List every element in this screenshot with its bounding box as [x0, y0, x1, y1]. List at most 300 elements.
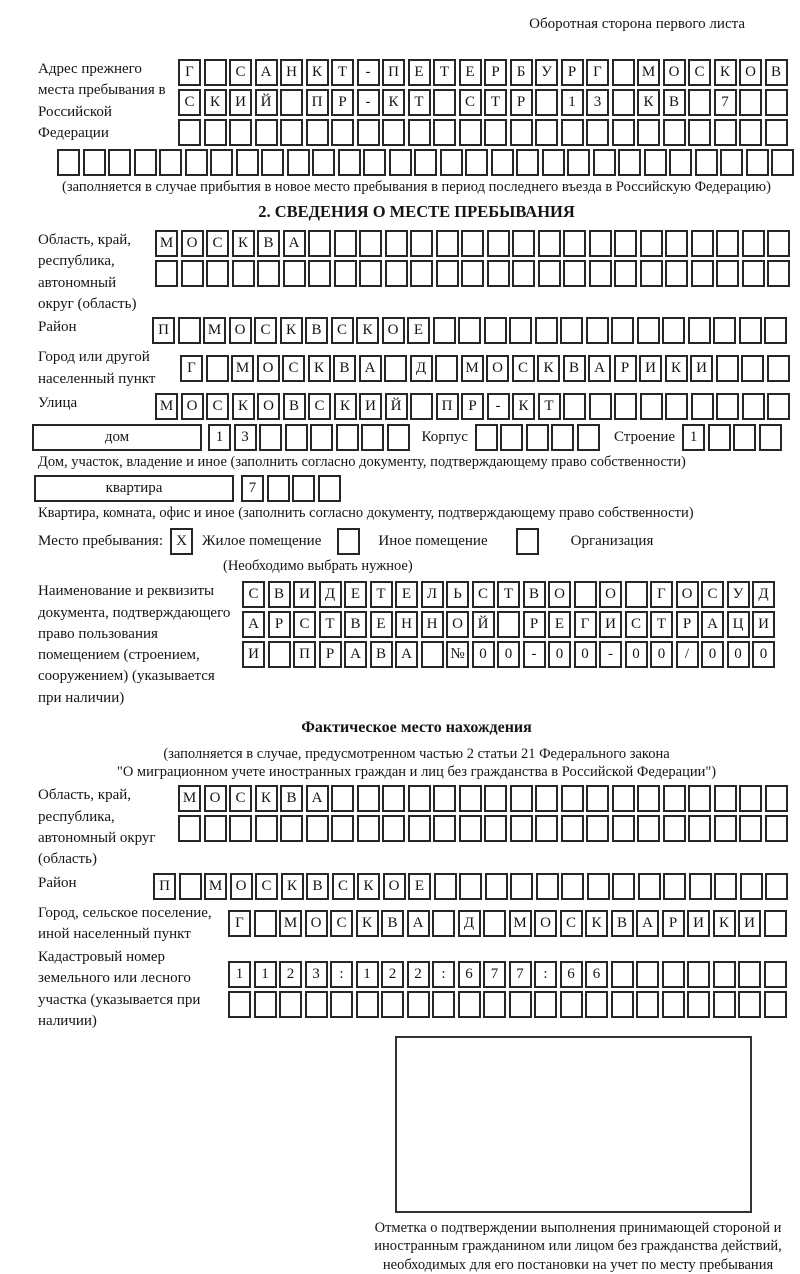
- char-cell[interactable]: Р: [510, 89, 533, 116]
- char-cell[interactable]: [691, 393, 714, 420]
- char-cell[interactable]: [509, 991, 532, 1018]
- char-cell[interactable]: В: [344, 611, 367, 638]
- char-cell[interactable]: [108, 149, 131, 176]
- char-cell[interactable]: О: [257, 393, 280, 420]
- char-cell[interactable]: Т: [538, 393, 561, 420]
- char-cell[interactable]: [716, 393, 739, 420]
- char-cell[interactable]: С: [282, 355, 305, 382]
- char-cell[interactable]: [765, 873, 788, 900]
- char-cell[interactable]: [475, 424, 498, 451]
- char-cell[interactable]: [509, 317, 532, 344]
- char-cell[interactable]: 1: [682, 424, 705, 451]
- char-cell[interactable]: [662, 991, 685, 1018]
- char-cell[interactable]: [229, 815, 252, 842]
- char-cell[interactable]: [714, 119, 737, 146]
- char-cell[interactable]: 0: [650, 641, 673, 668]
- char-cell[interactable]: [535, 89, 558, 116]
- char-cell[interactable]: [765, 785, 788, 812]
- char-cell[interactable]: И: [738, 910, 761, 937]
- char-cell[interactable]: Й: [472, 611, 495, 638]
- char-cell[interactable]: [611, 961, 634, 988]
- char-cell[interactable]: [716, 355, 739, 382]
- char-cell[interactable]: С: [308, 393, 331, 420]
- char-cell[interactable]: [691, 260, 714, 287]
- char-cell[interactable]: [410, 393, 433, 420]
- char-cell[interactable]: Р: [331, 89, 354, 116]
- char-cell[interactable]: [318, 475, 341, 502]
- char-cell[interactable]: М: [203, 317, 226, 344]
- char-cell[interactable]: Н: [395, 611, 418, 638]
- char-cell[interactable]: [356, 991, 379, 1018]
- char-cell[interactable]: [337, 528, 360, 555]
- char-cell[interactable]: [410, 260, 433, 287]
- char-cell[interactable]: [331, 815, 354, 842]
- char-cell[interactable]: А: [283, 230, 306, 257]
- char-cell[interactable]: [516, 149, 539, 176]
- char-cell[interactable]: [764, 991, 787, 1018]
- char-cell[interactable]: Ь: [446, 581, 469, 608]
- char-cell[interactable]: [381, 991, 404, 1018]
- char-cell[interactable]: А: [242, 611, 265, 638]
- char-cell[interactable]: [407, 991, 430, 1018]
- char-cell[interactable]: [739, 815, 762, 842]
- char-cell[interactable]: 0: [574, 641, 597, 668]
- char-cell[interactable]: И: [639, 355, 662, 382]
- char-cell[interactable]: С: [625, 611, 648, 638]
- char-cell[interactable]: [459, 873, 482, 900]
- char-cell[interactable]: Р: [662, 910, 685, 937]
- char-cell[interactable]: [334, 230, 357, 257]
- char-cell[interactable]: [385, 230, 408, 257]
- char-cell[interactable]: Д: [752, 581, 775, 608]
- char-cell[interactable]: 0: [625, 641, 648, 668]
- char-cell[interactable]: О: [676, 581, 699, 608]
- char-cell[interactable]: И: [229, 89, 252, 116]
- char-cell[interactable]: [155, 260, 178, 287]
- char-cell[interactable]: [625, 581, 648, 608]
- char-cell[interactable]: [414, 149, 437, 176]
- char-cell[interactable]: [254, 910, 277, 937]
- char-cell[interactable]: С: [688, 59, 711, 86]
- char-cell[interactable]: [742, 260, 765, 287]
- char-cell[interactable]: [538, 260, 561, 287]
- char-cell[interactable]: [359, 230, 382, 257]
- char-cell[interactable]: Т: [408, 89, 431, 116]
- char-cell[interactable]: М: [231, 355, 254, 382]
- char-cell[interactable]: [255, 815, 278, 842]
- char-cell[interactable]: [359, 260, 382, 287]
- char-cell[interactable]: [561, 815, 584, 842]
- char-cell[interactable]: К: [306, 59, 329, 86]
- char-cell[interactable]: [510, 815, 533, 842]
- char-cell[interactable]: [57, 149, 80, 176]
- char-cell[interactable]: К: [334, 393, 357, 420]
- char-cell[interactable]: X: [170, 528, 193, 555]
- char-cell[interactable]: Г: [178, 59, 201, 86]
- char-cell[interactable]: О: [230, 873, 253, 900]
- char-cell[interactable]: К: [308, 355, 331, 382]
- char-cell[interactable]: [357, 119, 380, 146]
- char-cell[interactable]: [305, 991, 328, 1018]
- char-cell[interactable]: Г: [228, 910, 251, 937]
- char-cell[interactable]: [228, 991, 251, 1018]
- char-cell[interactable]: В: [663, 89, 686, 116]
- char-cell[interactable]: А: [701, 611, 724, 638]
- char-cell[interactable]: [614, 260, 637, 287]
- char-cell[interactable]: Д: [458, 910, 481, 937]
- char-cell[interactable]: 2: [407, 961, 430, 988]
- char-cell[interactable]: И: [293, 581, 316, 608]
- char-cell[interactable]: О: [548, 581, 571, 608]
- char-cell[interactable]: О: [486, 355, 509, 382]
- char-cell[interactable]: Р: [676, 611, 699, 638]
- char-cell[interactable]: [764, 910, 787, 937]
- char-cell[interactable]: [261, 149, 284, 176]
- char-cell[interactable]: Р: [461, 393, 484, 420]
- char-cell[interactable]: [510, 785, 533, 812]
- char-cell[interactable]: 0: [701, 641, 724, 668]
- char-cell[interactable]: [716, 230, 739, 257]
- char-cell[interactable]: [636, 961, 659, 988]
- char-cell[interactable]: В: [305, 317, 328, 344]
- char-cell[interactable]: П: [306, 89, 329, 116]
- char-cell[interactable]: А: [395, 641, 418, 668]
- char-cell[interactable]: В: [268, 581, 291, 608]
- char-cell[interactable]: -: [357, 59, 380, 86]
- char-cell[interactable]: [283, 260, 306, 287]
- char-cell[interactable]: [708, 424, 731, 451]
- char-cell[interactable]: [440, 149, 463, 176]
- char-cell[interactable]: Й: [385, 393, 408, 420]
- char-cell[interactable]: -: [523, 641, 546, 668]
- char-cell[interactable]: [484, 785, 507, 812]
- char-cell[interactable]: [483, 991, 506, 1018]
- char-cell[interactable]: Т: [331, 59, 354, 86]
- char-cell[interactable]: [433, 317, 456, 344]
- char-cell[interactable]: К: [357, 873, 380, 900]
- char-cell[interactable]: [535, 815, 558, 842]
- char-cell[interactable]: [159, 149, 182, 176]
- char-cell[interactable]: [526, 424, 549, 451]
- char-cell[interactable]: [510, 119, 533, 146]
- char-cell[interactable]: П: [293, 641, 316, 668]
- char-cell[interactable]: [185, 149, 208, 176]
- char-cell[interactable]: [689, 873, 712, 900]
- char-cell[interactable]: 7: [509, 961, 532, 988]
- char-cell[interactable]: [742, 230, 765, 257]
- char-cell[interactable]: :: [330, 961, 353, 988]
- char-cell[interactable]: [178, 119, 201, 146]
- char-cell[interactable]: [279, 991, 302, 1018]
- char-cell[interactable]: [589, 393, 612, 420]
- char-cell[interactable]: [665, 393, 688, 420]
- char-cell[interactable]: У: [727, 581, 750, 608]
- char-cell[interactable]: 2: [279, 961, 302, 988]
- char-cell[interactable]: [535, 785, 558, 812]
- char-cell[interactable]: [459, 815, 482, 842]
- char-cell[interactable]: [585, 991, 608, 1018]
- char-cell[interactable]: [739, 785, 762, 812]
- char-cell[interactable]: [267, 475, 290, 502]
- char-cell[interactable]: Е: [395, 581, 418, 608]
- char-cell[interactable]: [741, 355, 764, 382]
- char-cell[interactable]: Г: [586, 59, 609, 86]
- char-cell[interactable]: [254, 991, 277, 1018]
- char-cell[interactable]: [640, 230, 663, 257]
- char-cell[interactable]: О: [739, 59, 762, 86]
- char-cell[interactable]: [436, 230, 459, 257]
- char-cell[interactable]: Д: [319, 581, 342, 608]
- char-cell[interactable]: [134, 149, 157, 176]
- char-cell[interactable]: [389, 149, 412, 176]
- char-cell[interactable]: М: [155, 230, 178, 257]
- char-cell[interactable]: [589, 230, 612, 257]
- char-cell[interactable]: [312, 149, 335, 176]
- char-cell[interactable]: 0: [752, 641, 775, 668]
- char-cell[interactable]: [640, 393, 663, 420]
- char-cell[interactable]: Р: [561, 59, 584, 86]
- char-cell[interactable]: [767, 355, 790, 382]
- char-cell[interactable]: Т: [484, 89, 507, 116]
- char-cell[interactable]: И: [752, 611, 775, 638]
- char-cell[interactable]: С: [472, 581, 495, 608]
- char-cell[interactable]: [663, 815, 686, 842]
- char-cell[interactable]: А: [255, 59, 278, 86]
- char-cell[interactable]: [497, 611, 520, 638]
- char-cell[interactable]: [738, 961, 761, 988]
- char-cell[interactable]: [688, 89, 711, 116]
- char-cell[interactable]: [589, 260, 612, 287]
- char-cell[interactable]: [500, 424, 523, 451]
- char-cell[interactable]: [534, 991, 557, 1018]
- char-cell[interactable]: [691, 230, 714, 257]
- char-cell[interactable]: [716, 260, 739, 287]
- char-cell[interactable]: [538, 230, 561, 257]
- char-cell[interactable]: Ц: [727, 611, 750, 638]
- char-cell[interactable]: [433, 815, 456, 842]
- char-cell[interactable]: [687, 991, 710, 1018]
- char-cell[interactable]: О: [181, 393, 204, 420]
- char-cell[interactable]: П: [436, 393, 459, 420]
- char-cell[interactable]: О: [534, 910, 557, 937]
- char-cell[interactable]: 1: [208, 424, 231, 451]
- char-cell[interactable]: К: [537, 355, 560, 382]
- char-cell[interactable]: [204, 59, 227, 86]
- char-cell[interactable]: Е: [459, 59, 482, 86]
- char-cell[interactable]: [434, 873, 457, 900]
- char-cell[interactable]: [334, 260, 357, 287]
- char-cell[interactable]: [491, 149, 514, 176]
- char-cell[interactable]: М: [461, 355, 484, 382]
- char-cell[interactable]: [688, 815, 711, 842]
- char-cell[interactable]: [767, 260, 790, 287]
- char-cell[interactable]: [510, 873, 533, 900]
- char-cell[interactable]: С: [254, 317, 277, 344]
- char-cell[interactable]: [280, 119, 303, 146]
- char-cell[interactable]: 6: [458, 961, 481, 988]
- char-cell[interactable]: [485, 873, 508, 900]
- char-cell[interactable]: [586, 119, 609, 146]
- char-cell[interactable]: В: [611, 910, 634, 937]
- char-cell[interactable]: Р: [614, 355, 637, 382]
- char-cell[interactable]: К: [204, 89, 227, 116]
- char-cell[interactable]: Р: [523, 611, 546, 638]
- char-cell[interactable]: Р: [319, 641, 342, 668]
- char-cell[interactable]: В: [765, 59, 788, 86]
- char-cell[interactable]: [433, 89, 456, 116]
- char-cell[interactable]: [612, 785, 635, 812]
- char-cell[interactable]: [765, 89, 788, 116]
- char-cell[interactable]: [432, 991, 455, 1018]
- char-cell[interactable]: :: [432, 961, 455, 988]
- char-cell[interactable]: [204, 119, 227, 146]
- char-cell[interactable]: -: [487, 393, 510, 420]
- char-cell[interactable]: А: [636, 910, 659, 937]
- char-cell[interactable]: И: [359, 393, 382, 420]
- char-cell[interactable]: М: [509, 910, 532, 937]
- char-cell[interactable]: [612, 59, 635, 86]
- char-cell[interactable]: /: [676, 641, 699, 668]
- char-cell[interactable]: В: [523, 581, 546, 608]
- char-cell[interactable]: [688, 119, 711, 146]
- char-cell[interactable]: [357, 815, 380, 842]
- char-cell[interactable]: [663, 785, 686, 812]
- char-cell[interactable]: [83, 149, 106, 176]
- char-cell[interactable]: [410, 230, 433, 257]
- char-cell[interactable]: И: [599, 611, 622, 638]
- char-cell[interactable]: И: [687, 910, 710, 937]
- char-cell[interactable]: -: [599, 641, 622, 668]
- char-cell[interactable]: В: [381, 910, 404, 937]
- char-cell[interactable]: [713, 961, 736, 988]
- char-cell[interactable]: [436, 260, 459, 287]
- char-cell[interactable]: [542, 149, 565, 176]
- char-cell[interactable]: [357, 785, 380, 812]
- char-cell[interactable]: [563, 393, 586, 420]
- char-cell[interactable]: А: [359, 355, 382, 382]
- char-cell[interactable]: [535, 317, 558, 344]
- char-cell[interactable]: [739, 317, 762, 344]
- char-cell[interactable]: [720, 149, 743, 176]
- char-cell[interactable]: Л: [421, 581, 444, 608]
- char-cell[interactable]: О: [204, 785, 227, 812]
- char-cell[interactable]: [614, 230, 637, 257]
- char-cell[interactable]: [259, 424, 282, 451]
- char-cell[interactable]: С: [293, 611, 316, 638]
- char-cell[interactable]: [644, 149, 667, 176]
- char-cell[interactable]: О: [446, 611, 469, 638]
- char-cell[interactable]: [483, 910, 506, 937]
- char-cell[interactable]: [561, 119, 584, 146]
- char-cell[interactable]: П: [152, 317, 175, 344]
- char-cell[interactable]: У: [535, 59, 558, 86]
- char-cell[interactable]: [487, 260, 510, 287]
- char-cell[interactable]: [618, 149, 641, 176]
- char-cell[interactable]: [408, 785, 431, 812]
- char-cell[interactable]: Т: [433, 59, 456, 86]
- char-cell[interactable]: [688, 317, 711, 344]
- char-cell[interactable]: С: [242, 581, 265, 608]
- char-cell[interactable]: [206, 355, 229, 382]
- char-cell[interactable]: [459, 785, 482, 812]
- char-cell[interactable]: [331, 119, 354, 146]
- char-cell[interactable]: К: [382, 89, 405, 116]
- char-cell[interactable]: В: [333, 355, 356, 382]
- char-cell[interactable]: 7: [241, 475, 264, 502]
- char-cell[interactable]: [611, 317, 634, 344]
- char-cell[interactable]: И: [690, 355, 713, 382]
- char-cell[interactable]: [637, 815, 660, 842]
- char-cell[interactable]: [638, 873, 661, 900]
- char-cell[interactable]: [759, 424, 782, 451]
- char-cell[interactable]: [688, 785, 711, 812]
- char-cell[interactable]: С: [206, 230, 229, 257]
- char-cell[interactable]: [665, 230, 688, 257]
- char-cell[interactable]: В: [370, 641, 393, 668]
- char-cell[interactable]: [421, 641, 444, 668]
- char-cell[interactable]: К: [232, 393, 255, 420]
- char-cell[interactable]: [408, 119, 431, 146]
- char-cell[interactable]: [742, 393, 765, 420]
- char-cell[interactable]: [433, 785, 456, 812]
- char-cell[interactable]: [767, 393, 790, 420]
- char-cell[interactable]: [287, 149, 310, 176]
- char-cell[interactable]: К: [255, 785, 278, 812]
- char-cell[interactable]: К: [714, 59, 737, 86]
- char-cell[interactable]: К: [356, 910, 379, 937]
- char-cell[interactable]: О: [229, 317, 252, 344]
- char-cell[interactable]: [764, 317, 787, 344]
- char-cell[interactable]: [257, 260, 280, 287]
- char-cell[interactable]: Й: [255, 89, 278, 116]
- char-cell[interactable]: [612, 119, 635, 146]
- char-cell[interactable]: В: [306, 873, 329, 900]
- char-cell[interactable]: [308, 260, 331, 287]
- char-cell[interactable]: [612, 815, 635, 842]
- char-cell[interactable]: С: [330, 910, 353, 937]
- char-cell[interactable]: О: [181, 230, 204, 257]
- char-cell[interactable]: 0: [548, 641, 571, 668]
- char-cell[interactable]: [179, 873, 202, 900]
- char-cell[interactable]: [387, 424, 410, 451]
- char-cell[interactable]: [612, 89, 635, 116]
- char-cell[interactable]: -: [357, 89, 380, 116]
- char-cell[interactable]: [551, 424, 574, 451]
- char-cell[interactable]: [178, 317, 201, 344]
- char-cell[interactable]: [665, 260, 688, 287]
- char-cell[interactable]: [280, 815, 303, 842]
- char-cell[interactable]: [458, 317, 481, 344]
- char-cell[interactable]: О: [382, 317, 405, 344]
- char-cell[interactable]: А: [407, 910, 430, 937]
- char-cell[interactable]: 7: [714, 89, 737, 116]
- char-cell[interactable]: [459, 119, 482, 146]
- char-cell[interactable]: О: [383, 873, 406, 900]
- char-cell[interactable]: [330, 991, 353, 1018]
- char-cell[interactable]: [487, 230, 510, 257]
- char-cell[interactable]: [738, 991, 761, 1018]
- char-cell[interactable]: [764, 961, 787, 988]
- char-cell[interactable]: [663, 873, 686, 900]
- char-cell[interactable]: С: [332, 873, 355, 900]
- char-cell[interactable]: В: [257, 230, 280, 257]
- char-cell[interactable]: [516, 528, 539, 555]
- char-cell[interactable]: С: [331, 317, 354, 344]
- char-cell[interactable]: [181, 260, 204, 287]
- char-cell[interactable]: [567, 149, 590, 176]
- char-cell[interactable]: [512, 260, 535, 287]
- char-cell[interactable]: 7: [483, 961, 506, 988]
